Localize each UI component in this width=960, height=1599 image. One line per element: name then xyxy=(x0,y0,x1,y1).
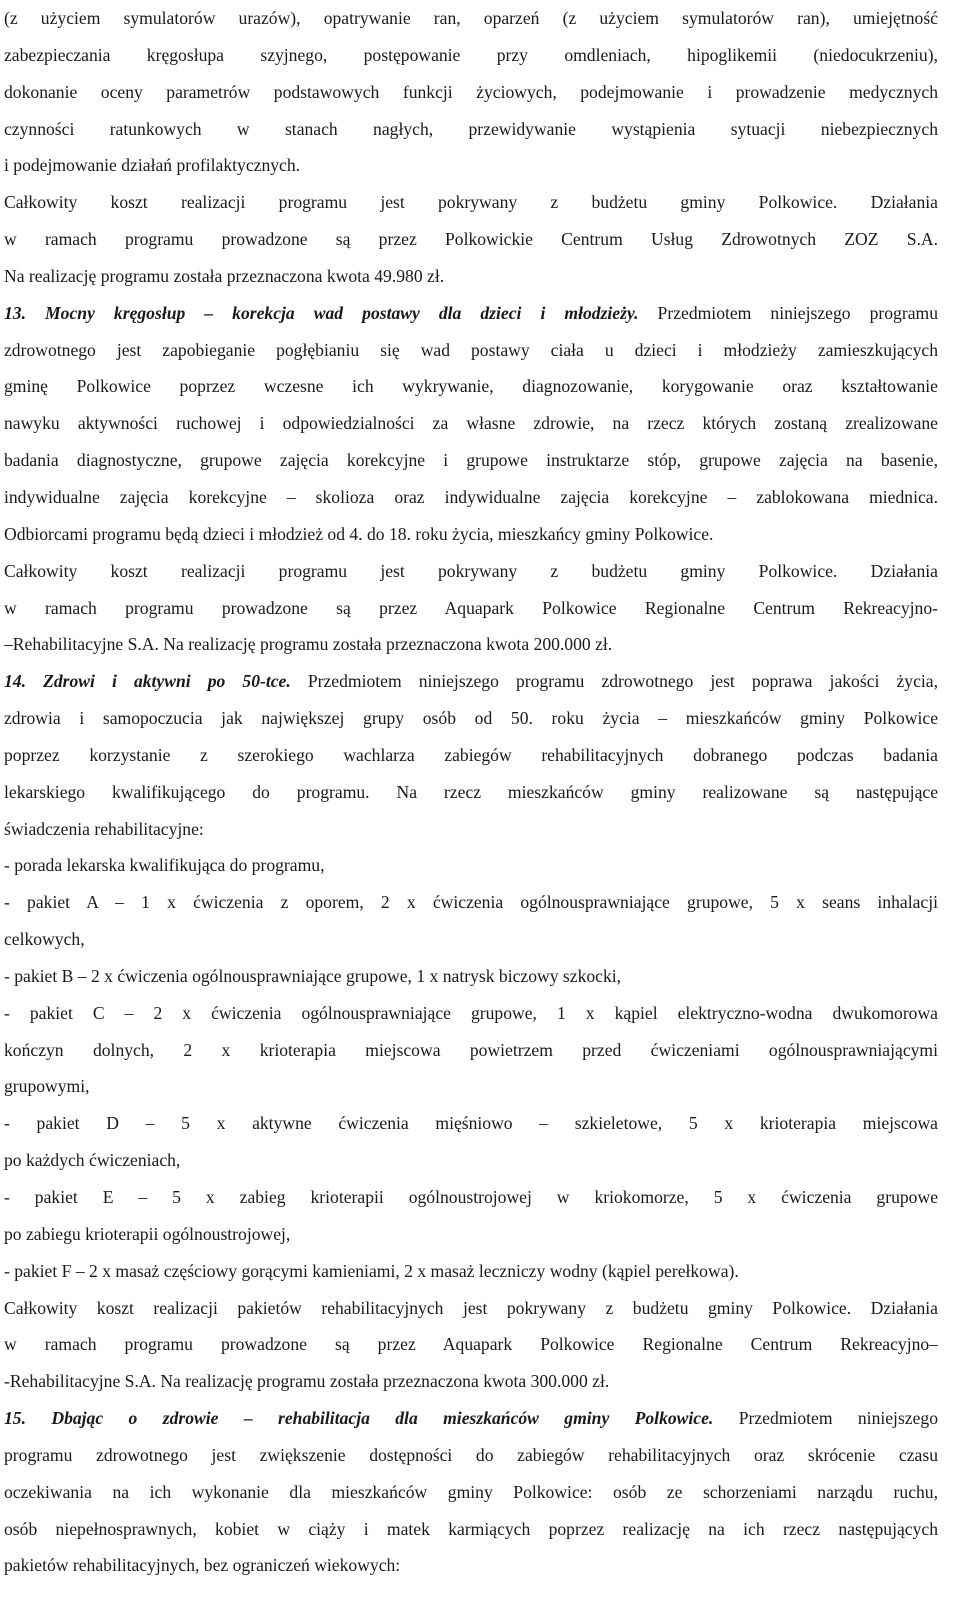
text-line xyxy=(4,958,938,995)
text-line xyxy=(4,1511,938,1548)
line-text: pakietów rehabilitacyjnych, bez ograniczeń wiekowych: xyxy=(4,1555,401,1576)
text-line xyxy=(4,774,938,811)
text-line xyxy=(4,1216,938,1253)
line-text: osób niepełnosprawnych, kobiet w ciąży i matek karmiących poprzez realizację na ich rzecz następujących xyxy=(4,1518,938,1539)
line-text: programu zdrowotnego jest zwiększenie dostępności do zabiegów rehabilitacyjnych oraz skrócenie czasu xyxy=(4,1444,938,1465)
text-line xyxy=(4,479,938,516)
line-text: lekarskiego kwalifikującego do programu. Na rzecz mieszkańców gminy realizowane są następujące xyxy=(4,781,938,802)
text-line xyxy=(4,221,938,258)
text-line xyxy=(4,1105,938,1142)
line-text: w ramach programu prowadzone są przez Aquapark Polkowice Regionalne Centrum Rekreacyjno– xyxy=(4,1334,938,1355)
line-text: dokonanie oceny parametrów podstawowych funkcji życiowych, podejmowanie i prowadzenie medycznych xyxy=(4,81,938,102)
text-line xyxy=(4,921,938,958)
line-text: oczekiwania na ich wykonanie dla mieszkańców gminy Polkowice: osób ze schorzeniami narządu ruchu, xyxy=(4,1481,938,1502)
text-line xyxy=(4,847,938,884)
text-line xyxy=(4,553,938,590)
section-heading: 13. Mocny kręgosłup – korekcja wad postawy dla dzieci i młodzieży. xyxy=(4,302,639,323)
line-text: - porada lekarska kwalifikująca do programu, xyxy=(4,855,325,876)
section-heading: 15. Dbając o zdrowie – rehabilitacja dla mieszkańców gminy Polkowice. xyxy=(4,1408,714,1429)
line-text: - pakiet D – 5 x aktywne ćwiczenia mięśniowo – szkieletowe, 5 x krioterapia miejscowa xyxy=(4,1113,938,1134)
line-text: celkowych, xyxy=(4,929,85,950)
line-text: świadczenia rehabilitacyjne: xyxy=(4,818,204,839)
line-text: i podejmowanie działań profilaktycznych. xyxy=(4,155,301,176)
line-text: zdrowia i samopoczucia jak największej grupy osób od 50. roku życia – mieszkańców gminy Polkowice xyxy=(4,708,938,729)
line-text: Odbiorcami programu będą dzieci i młodzież od 4. do 18. roku życia, mieszkańcy gminy Polkowice. xyxy=(4,523,714,544)
text-line xyxy=(4,442,938,479)
text-line xyxy=(4,184,938,221)
text-line xyxy=(4,1437,938,1474)
text-line xyxy=(4,1179,938,1216)
text-line xyxy=(4,258,938,295)
line-text: w ramach programu prowadzone są przez Polkowickie Centrum Usług Zdrowotnych ZOZ S.A. xyxy=(4,229,938,250)
line-text: (z użyciem symulatorów urazów), opatrywanie ran, oparzeń (z użyciem symulatorów ran), umiejętność xyxy=(4,8,938,28)
text-line xyxy=(4,737,938,774)
line-text: poprzez korzystanie z szerokiego wachlarza zabiegów rehabilitacyjnych dobranego podczas badania xyxy=(4,744,938,765)
line-text: Przedmiotem niniejszego programu xyxy=(638,302,938,323)
text-line xyxy=(4,74,938,111)
line-text: kończyn dolnych, 2 x krioterapia miejscowa powietrzem przed ćwiczeniami ogólnousprawniającymi xyxy=(4,1039,938,1060)
line-text: zabezpieczania kręgosłupa szyjnego, postępowanie przy omdleniach, hipoglikemii (niedocukrzeniu), xyxy=(4,44,938,65)
text-line xyxy=(4,1547,938,1584)
line-text: czynności ratunkowych w stanach nagłych, przewidywanie wystąpienia sytuacji niebezpiecznych xyxy=(4,118,938,139)
text-line xyxy=(4,1400,938,1437)
line-text: Przedmiotem niniejszego xyxy=(713,1408,938,1429)
line-text: po zabiegu krioterapii ogólnoustrojowej, xyxy=(4,1223,291,1244)
line-text: badania diagnostyczne, grupowe zajęcia korekcyjne i grupowe instruktarze stóp, grupowe zajęcia na basenie, xyxy=(4,450,938,471)
text-line xyxy=(4,1326,938,1363)
text-line xyxy=(4,884,938,921)
line-text: - pakiet E – 5 x zabieg krioterapii ogólnoustrojowej w kriokomorze, 5 x ćwiczenia grupowe xyxy=(4,1187,938,1207)
line-text: zdrowotnego jest zapobieganie pogłębianiu się wad postawy ciała u dzieci i młodzieży zamieszkujących xyxy=(4,339,938,360)
line-text: po każdych ćwiczeniach, xyxy=(4,1150,181,1171)
text-line xyxy=(4,0,938,37)
line-text: - pakiet C – 2 x ćwiczenia ogólnousprawniające grupowe, 1 x kąpiel elektryczno-wodna dwukomorowa xyxy=(4,1002,938,1023)
line-text: Całkowity koszt realizacji pakietów rehabilitacyjnych jest pokrywany z budżetu gminy Polkowice. Działania xyxy=(4,1297,938,1318)
text-line xyxy=(4,1068,938,1105)
line-text: - pakiet A – 1 x ćwiczenia z oporem, 2 x ćwiczenia ogólnousprawniające grupowe, 5 x seans inhalacji xyxy=(4,892,938,913)
text-line xyxy=(4,590,938,627)
line-text: w ramach programu prowadzone są przez Aquapark Polkowice Regionalne Centrum Rekreacyjno- xyxy=(4,597,938,618)
text-line xyxy=(4,626,938,663)
line-text: Całkowity koszt realizacji programu jest pokrywany z budżetu gminy Polkowice. Działania xyxy=(4,560,938,581)
text-line xyxy=(4,368,938,405)
text-line xyxy=(4,1142,938,1179)
text-line xyxy=(4,111,938,148)
line-text: - pakiet F – 2 x masaż częściowy gorącymi kamieniami, 2 x masaż leczniczy wodny (kąpiel perełkowa). xyxy=(4,1260,739,1281)
text-line xyxy=(4,700,938,737)
line-text: indywidualne zajęcia korekcyjne – skolioza oraz indywidualne zajęcia korekcyjne – zablokowana miednica. xyxy=(4,486,938,507)
text-line xyxy=(4,147,938,184)
line-text: Na realizację programu została przeznaczona kwota 49.980 zł. xyxy=(4,265,445,286)
text-line xyxy=(4,516,938,553)
line-text: grupowymi, xyxy=(4,1076,90,1097)
text-line xyxy=(4,332,938,369)
text-line xyxy=(4,1290,938,1327)
line-text: -Rehabilitacyjne S.A. Na realizację programu została przeznaczona kwota 300.000 zł. xyxy=(4,1371,610,1392)
text-line xyxy=(4,1032,938,1069)
text-line xyxy=(4,1253,938,1290)
text-line xyxy=(4,1363,938,1400)
text-line xyxy=(4,811,938,848)
text-line xyxy=(4,405,938,442)
line-text: nawyku aktywności ruchowej i odpowiedzialności za własne zdrowie, na rzecz których zostaną zrealizowane xyxy=(4,413,938,434)
line-text: gminę Polkowice poprzez wczesne ich wykrywanie, diagnozowanie, korygowanie oraz kształtowanie xyxy=(4,376,938,397)
line-text: Przedmiotem niniejszego programu zdrowotnego jest poprawa jakości życia, xyxy=(290,671,938,692)
line-text: - pakiet B – 2 x ćwiczenia ogólnousprawniające grupowe, 1 x natrysk biczowy szkocki, xyxy=(4,965,622,986)
line-text: –Rehabilitacyjne S.A. Na realizację programu została przeznaczona kwota 200.000 zł. xyxy=(4,634,613,655)
text-line xyxy=(4,295,938,332)
text-line xyxy=(4,995,938,1032)
text-line xyxy=(4,663,938,700)
section-heading: 14. Zdrowi i aktywni po 50-tce. xyxy=(4,671,291,692)
text-line xyxy=(4,1474,938,1511)
text-line xyxy=(4,37,938,74)
line-text: Całkowity koszt realizacji programu jest pokrywany z budżetu gminy Polkowice. Działania xyxy=(4,192,938,213)
